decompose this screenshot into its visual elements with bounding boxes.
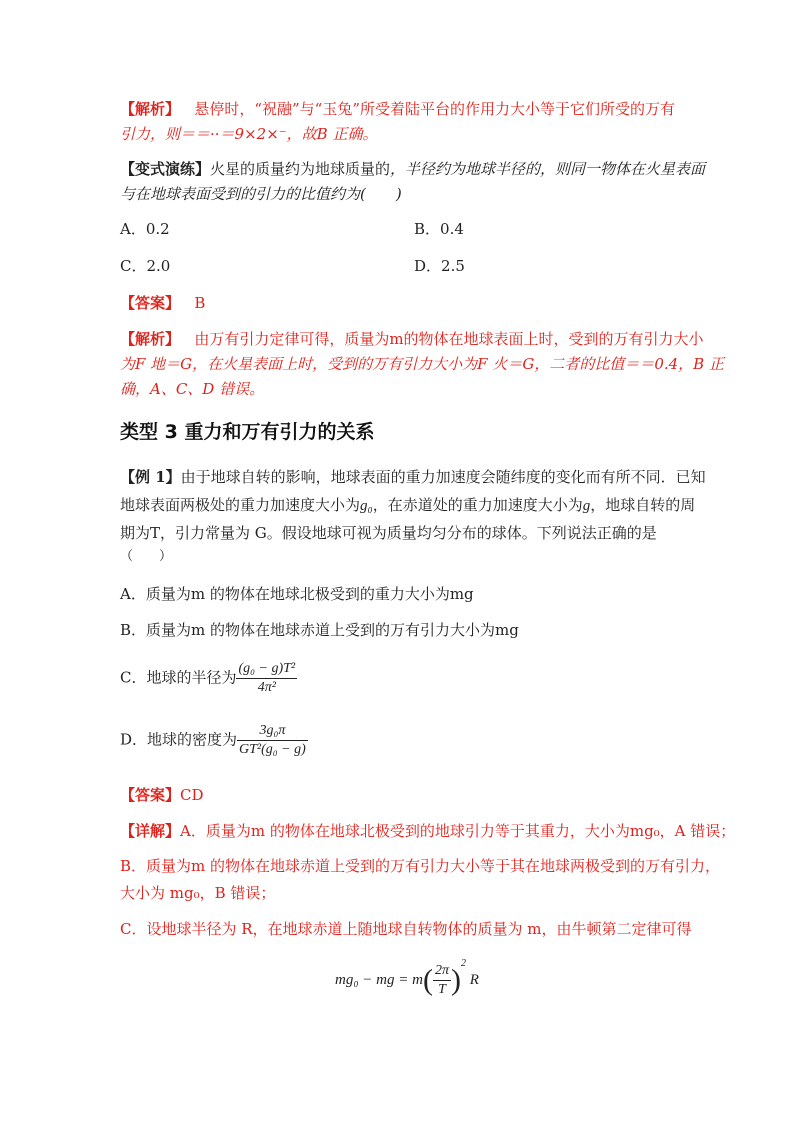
- answer-1-value: B: [194, 294, 206, 312]
- equation-exponent: 2: [460, 958, 466, 969]
- equation-right: R: [469, 972, 479, 988]
- option-c-numerator: (g₀ − g)T²: [236, 660, 297, 679]
- answer-tag: 【答案】: [120, 294, 181, 312]
- example-option-d: [120, 722, 308, 759]
- equation-left: mg₀ − mg = m: [335, 972, 423, 988]
- variant-option-b: B．0.4: [414, 220, 464, 238]
- analysis-2-line-2: 为F 地＝G，在火星表面上时，受到的万有引力大小为F 火＝G，二者的比值＝＝0.4，B 正: [120, 355, 724, 373]
- analysis-1-line-2: 引力，则＝＝··＝9×2×⁻，故B 正确。: [120, 125, 378, 143]
- example-text-2c: ，在赤道处的重力加速度大小为: [372, 496, 583, 514]
- option-c-prefix: C．地球的半径为: [120, 668, 237, 687]
- option-d-denominator: GT²(g₀ − g): [239, 742, 306, 757]
- example-g: g: [582, 498, 591, 514]
- answer-2-value: CD: [180, 786, 204, 804]
- example-text-1: 由于地球自转的影响，地球表面的重力加速度会随纬度的变化而有所不同．已知: [180, 468, 706, 486]
- option-c-fraction: [236, 660, 297, 697]
- variant-tag: 【变式演练】: [120, 160, 211, 178]
- section-heading: 类型 3 重力和万有引力的关系: [120, 421, 375, 443]
- example-option-b: B．质量为m 的物体在地球赤道上受到的万有引力大小为mg: [120, 621, 519, 639]
- example-line-3: 期为T，引力常量为 G。假设地球可视为质量均匀分布的球体。下列说法正确的是: [120, 524, 657, 542]
- variant-option-c: C．2.0: [120, 257, 171, 275]
- analysis-1-text-1: 悬停时，“祝融”与“玉兔”所受着陆平台的作用力大小等于它们所受的万有: [194, 100, 676, 118]
- answer-2: [120, 784, 204, 806]
- equation-denominator: T: [438, 982, 446, 998]
- example-tag: 【例 1】: [120, 468, 181, 486]
- option-d-numerator: 3g₀π: [237, 722, 308, 741]
- analysis-tag: 【解析】: [120, 100, 181, 118]
- analysis-2-line-1: [120, 328, 704, 350]
- analysis-2-text-1: 由万有引力定律可得，质量为m的物体在地球表面上时，受到的万有引力大小: [194, 330, 704, 348]
- detail-line-2: B．质量为m 的物体在地球赤道上受到的万有引力大小等于其在地球两极受到的万有引力，: [120, 857, 721, 875]
- answer-2-tag: 【答案】: [120, 786, 181, 804]
- variant-option-d: D．2.5: [414, 257, 465, 275]
- example-g0: g₀: [360, 498, 373, 514]
- equation-left-paren: (: [422, 963, 433, 997]
- example-text-2e: ，地球自转的周: [590, 496, 696, 514]
- detail-tag: 【详解】: [120, 822, 181, 840]
- detail-line-3: 大小为 mg₀，B 错误；: [120, 884, 276, 902]
- analysis-2-tag: 【解析】: [120, 330, 181, 348]
- detail-line-1: [120, 820, 735, 842]
- option-d-fraction: [237, 722, 308, 759]
- option-c-denominator: 4π²: [257, 680, 276, 695]
- analysis-2-line-3: 确，A、C、D 错误。: [120, 380, 265, 398]
- detail-text-1: A．质量为m 的物体在地球北极受到的地球引力等于其重力，大小为mg₀，A 错误；: [180, 822, 736, 840]
- equation-numerator: 2π: [433, 962, 451, 981]
- example-line-2: [120, 494, 695, 517]
- variant-text-italic: ，半径约为地球半径的，则同一物体在火星表面: [390, 160, 706, 178]
- example-option-c: [120, 660, 297, 697]
- variant-option-a: A．0.2: [120, 220, 170, 238]
- detail-line-4: C．设地球半径为 R，在地球赤道上随地球自转物体的质量为 m，由牛顿第二定律可得: [120, 920, 692, 938]
- newton-equation: [335, 958, 479, 999]
- example-line-4: （ ）: [120, 549, 173, 564]
- answer-1: [120, 292, 205, 314]
- example-option-a: A．质量为m 的物体在地球北极受到的重力大小为mg: [120, 585, 474, 603]
- analysis-1-line-1: [120, 98, 675, 120]
- equation-fraction: [433, 962, 451, 999]
- example-text-2a: 地球表面两极处的重力加速度大小为: [120, 496, 361, 514]
- variant-text-plain: 火星的质量约为地球质量的: [210, 160, 391, 178]
- variant-line-1: [120, 158, 705, 180]
- example-line-1: [120, 466, 706, 488]
- equation-right-paren: ): [450, 963, 461, 997]
- variant-line-2: 与在地球表面受到的引力的比值约为( ): [120, 185, 402, 203]
- option-d-prefix: D．地球的密度为: [120, 730, 238, 749]
